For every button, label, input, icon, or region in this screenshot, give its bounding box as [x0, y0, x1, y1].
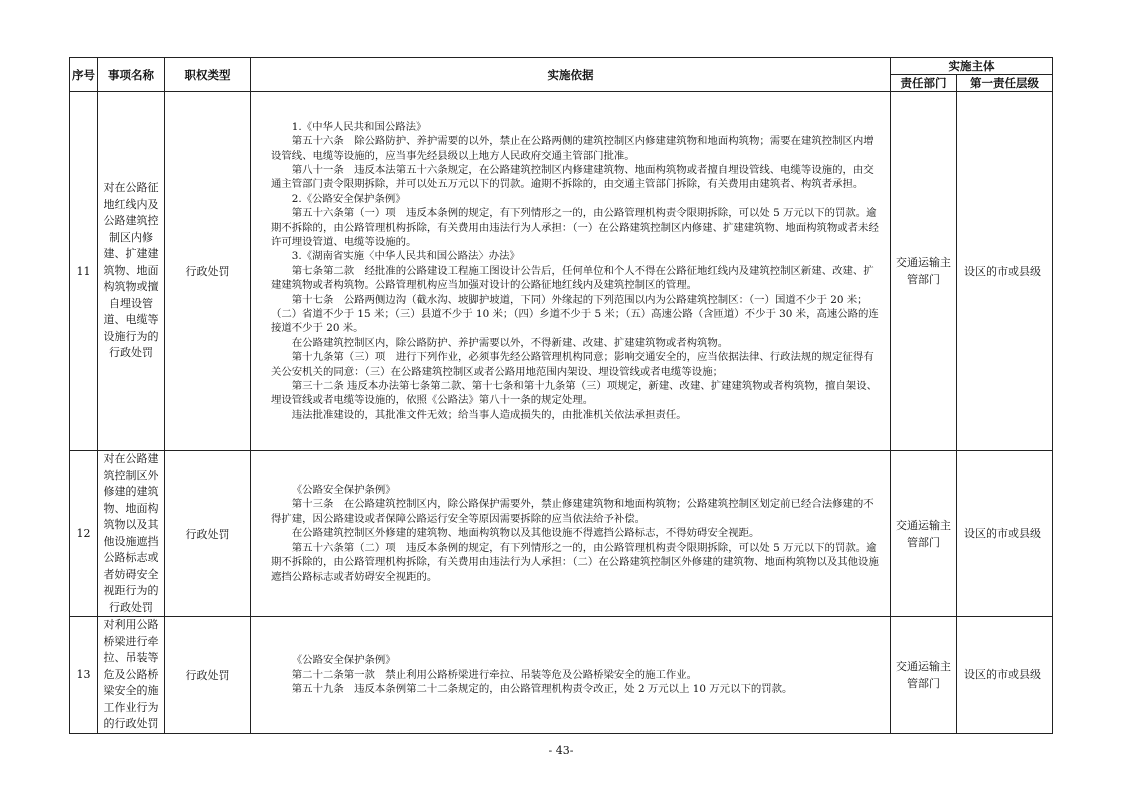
basis-paragraph: 《公路安全保护条例》 — [291, 654, 396, 667]
responsible-dept: 交通运输主管部门 — [891, 617, 957, 734]
table-row — [70, 92, 1053, 451]
basis-paragraph: 第五十六条第（一）项 违反本条例的规定，有下列情形之一的，由公路管理机构责令限期拆除，可以处 5 万元以下的罚款。逾期不拆除的，由公路管理机构拆除，有关费用由违法行为人承担：（一）在公路建筑控制区内修建、扩建建筑物、地面构筑物或者未经许可埋设管道、电缆等设施的。 — [271, 207, 879, 248]
header-legal-basis: 实施依据 — [251, 58, 891, 92]
basis-paragraph: 第七条第二款 经批准的公路建设工程施工图设计公告后，任何单位和个人不得在公路征地红线内及建筑控制区新建、改建、扩建建筑物或者构筑物。公路管理机构应当加强对设计的公路征地红线内及建筑控制区的管理。 — [271, 264, 874, 292]
basis-paragraph: 第十三条 在公路建筑控制区内，除公路保护需要外，禁止修建建筑物和地面构筑物；公路建筑控制区划定前已经合法修建的不得扩建，因公路建设或者保障公路运行安全等原因需要拆除的应当依法给予补偿。 — [271, 498, 874, 525]
enforcement-table — [69, 57, 1053, 734]
legal-basis — [251, 451, 891, 617]
authority-type: 行政处罚 — [165, 617, 251, 734]
header-authority-type: 职权类型 — [165, 58, 251, 92]
basis-paragraph: 1.《中华人民共和国公路法》 — [291, 120, 427, 133]
basis-paragraph: 违法批准建设的，其批准文件无效；给当事人造成损失的，由批准机关依法承担责任。 — [291, 408, 687, 421]
header-responsible-dept: 责任部门 — [891, 75, 957, 92]
row-number: 12 — [70, 451, 98, 617]
basis-paragraph: 第五十九条 违反本条例第二十二条规定的，由公路管理机构责令改正，处 2 万元以上 10 万元以下的罚款。 — [291, 682, 793, 695]
legal-basis — [251, 92, 891, 451]
basis-paragraph: 第十九条第（三）项 进行下列作业，必须事先经公路管理机构同意；影响交通安全的，应当依据法律、行政法规的规定征得有关公安机关的同意：（三）在公路建筑控制区或者公路用地范围内架设、埋设管线或者电缆等设施； — [271, 351, 874, 378]
table-row — [70, 617, 1053, 734]
header-implementing-body: 实施主体 — [891, 58, 1053, 75]
legal-basis — [251, 617, 891, 734]
basis-paragraph: 在公路建筑控制区内，除公路防护、养护需要以外，不得新建、改建、扩建建筑物或者构筑物。 — [291, 336, 729, 349]
basis-paragraph: 第五十六条第（二）项 违反本条例的规定，有下列情形之一的，由公路管理机构责令限期拆除，可以处 5 万元以下的罚款。逾期不拆除的，由公路管理机构拆除，有关费用由违法行为人承担：（二）在公路建筑控制区外修建的建筑物、地面构筑物以及其他设施遮挡公路标志或者妨碍安全视距的。 — [271, 541, 879, 583]
item-name: 对在公路建筑控制区外修建的建筑物、地面构筑物以及其他设施遮挡公路标志或者妨碍安全视距行为的行政处罚 — [98, 451, 165, 617]
basis-paragraph: 《公路安全保护条例》 — [291, 484, 396, 497]
basis-paragraph: 第二十二条第一款 禁止利用公路桥梁进行牵拉、吊装等危及公路桥梁安全的施工作业。 — [291, 668, 698, 681]
responsible-dept: 交通运输主管部门 — [891, 92, 957, 451]
item-name: 对利用公路桥梁进行牵拉、吊装等危及公路桥梁安全的施工作业行为的行政处罚 — [98, 617, 165, 734]
item-name: 对在公路征地红线内及公路建筑控制区内修建、扩建建筑物、地面构筑物或擅自埋设管道、电缆等设施行为的行政处罚 — [98, 92, 165, 451]
responsibility-level: 设区的市或县级 — [957, 92, 1053, 451]
row-number: 11 — [70, 92, 98, 451]
header-first-level: 第一责任层级 — [957, 75, 1053, 92]
table-row — [70, 451, 1053, 617]
header-row — [70, 58, 1053, 75]
basis-paragraph: 第八十一条 违反本法第五十六条规定，在公路建筑控制区内修建建筑物、地面构筑物或者擅自埋设管线、电缆等设施的，由交通主管部门责令限期拆除，并可以处五万元以下的罚款。逾期不拆除的，由交通主管部门拆除，有关费用由建筑者、构筑者承担。 — [271, 163, 874, 191]
basis-paragraph: 第五十六条 除公路防护、养护需要的以外，禁止在公路两侧的建筑控制区内修建建筑物和地面构筑物；需要在建筑控制区内增设管线、电缆等设施的，应当事先经县级以上地方人民政府交通主管部门批准。 — [271, 135, 874, 162]
responsible-dept: 交通运输主管部门 — [891, 451, 957, 617]
header-item-name: 事项名称 — [98, 58, 165, 92]
basis-paragraph: 2.《公路安全保护条例》 — [291, 192, 406, 205]
responsibility-level: 设区的市或县级 — [957, 617, 1053, 734]
basis-paragraph: 第三十二条 违反本办法第七条第二款、第十七条和第十九条第（三）项规定，新建、改建、扩建建筑物或者构筑物，擅自架设、埋设管线或者电缆等设施的，依照《公路法》第八十一条的规定处理。 — [271, 380, 877, 407]
basis-paragraph: 3.《湖南省实施〈中华人民共和国公路法〉办法》 — [291, 250, 520, 263]
authority-type: 行政处罚 — [165, 92, 251, 451]
responsibility-level: 设区的市或县级 — [957, 451, 1053, 617]
header-serial-number: 序号 — [70, 58, 98, 92]
page-number: - 43- — [548, 744, 574, 757]
basis-paragraph: 在公路建筑控制区外修建的建筑物、地面构筑物以及其他设施不得遮挡公路标志，不得妨碍安全视距。 — [291, 527, 760, 540]
basis-paragraph: 第十七条 公路两侧边沟（截水沟、坡脚护坡道，下同）外缘起的下列范围以内为公路建筑控制区：（一）国道不少于 20 米；（二）省道不少于 15 米；（三）县道不少于 10 米；（四）乡道不少于 5 米；（五）高速公路（含匝道）不少于 30 米，高速公路的连接道不少于 20 米。 — [271, 293, 879, 335]
authority-type: 行政处罚 — [165, 451, 251, 617]
row-number: 13 — [70, 617, 98, 734]
